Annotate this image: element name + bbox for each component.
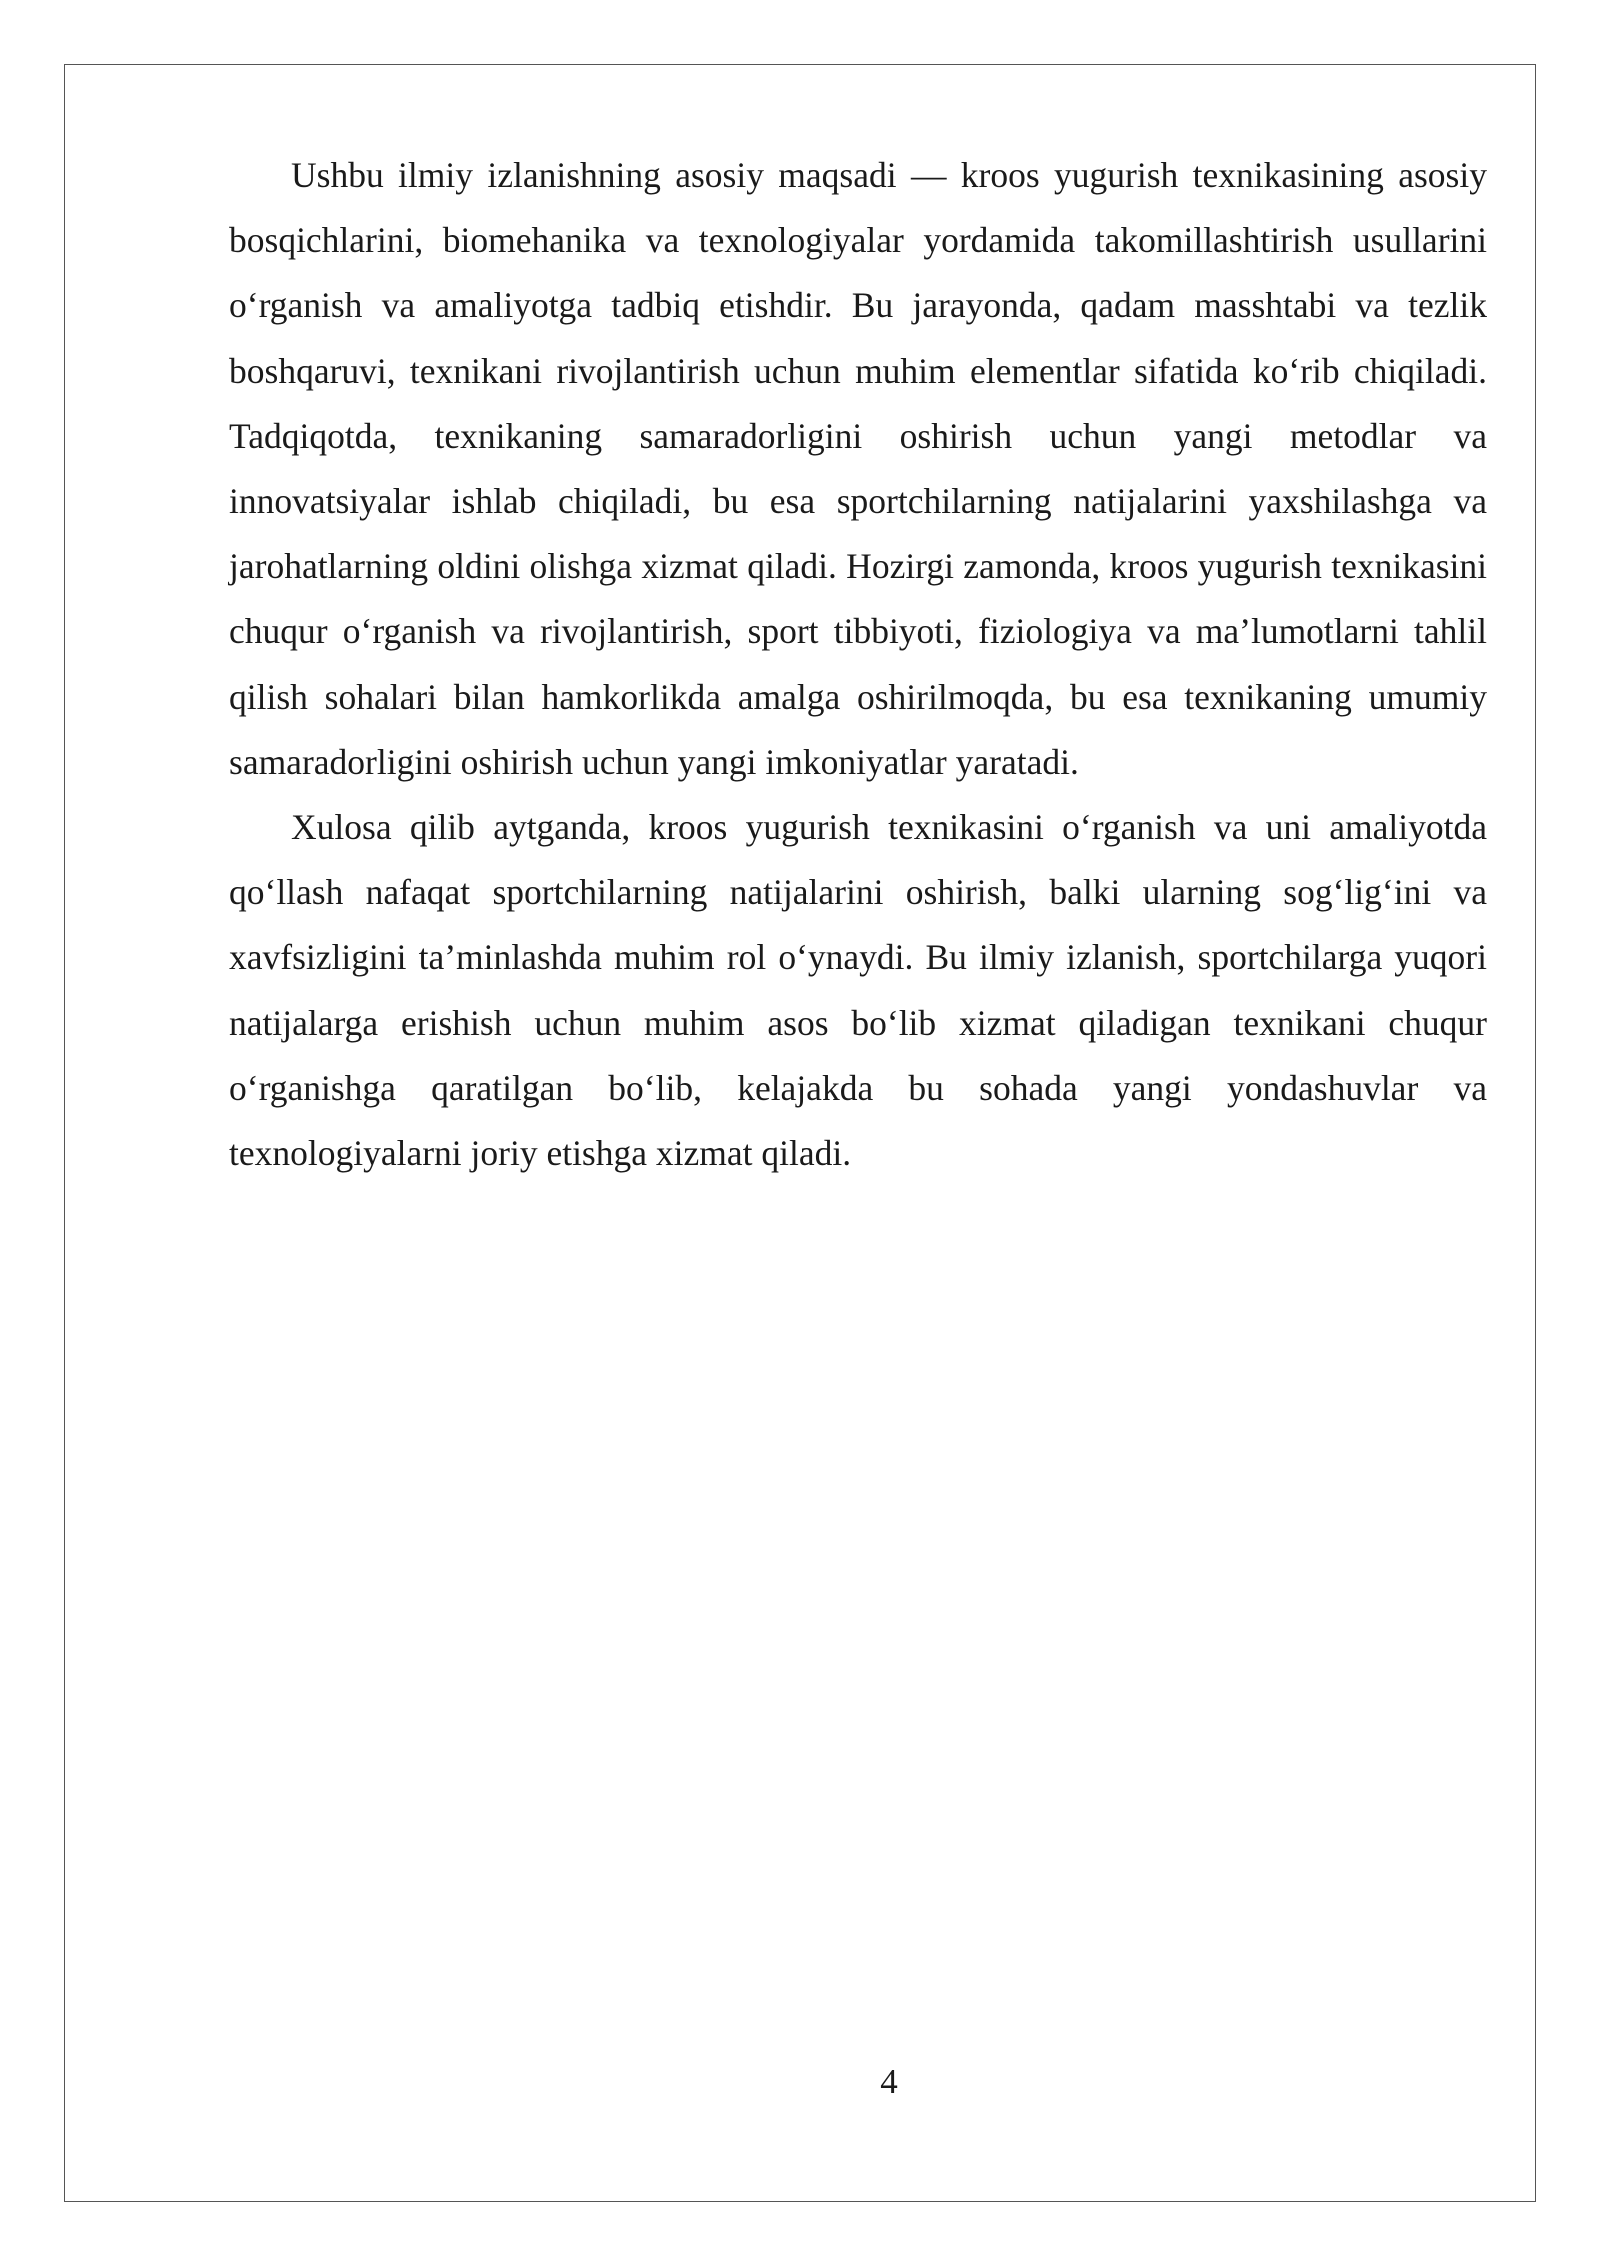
paragraph-1: Ushbu ilmiy izlanishning asosiy maqsadi — kroos yugurish texnikasining asosiy bosqichlarini, biomehanika va texnologiyalar yordamida takomillashtirish usullarini o‘rganish va amaliyotga tadbiq etishdir. Bu jarayonda, qadam masshtabi va tezlik boshqaruvi, texnikani rivojlantirish uchun muhim elementlar sifatida ko‘rib chiqiladi. Tadqiqotda, texnikaning samaradorligini oshirish uchun yangi metodlar va innovatsiyalar ishlab chiqiladi, bu esa sportchilarning natijalarini yaxshilashga va jarohatlarning oldini olishga xizmat qiladi. Hozirgi zamonda, kroos yugurish texnikasini chuqur o‘rganish va rivojlantirish, sport tibbiyoti, fiziologiya va ma’lumotlarni tahlil qilish sohalari bilan hamkorlikda amalga oshirilmoqda, bu esa texnikaning umumiy samaradorligini oshirish uchun yangi imkoniyatlar yaratadi. [229,155,1487,782]
page-number: 4 [880,2062,898,2101]
paragraph-2: Xulosa qilib aytganda, kroos yugurish texnikasini o‘rganish va uni amaliyotda qo‘llash nafaqat sportchilarning natijalarini oshirish, balki ularning sog‘lig‘ini va xavfsizligini ta’minlashda muhim rol o‘ynaydi. Bu ilmiy izlanish, sportchilarga yuqori natijalarga erishish uchun muhim asos bo‘lib xizmat qiladigan texnikani chuqur o‘rganishga qaratilgan bo‘lib, kelajakda bu sohada yangi yondashuvlar va texnologiyalarni joriy etishga xizmat qiladi. [229,807,1487,1174]
body-text [229,143,1487,1186]
